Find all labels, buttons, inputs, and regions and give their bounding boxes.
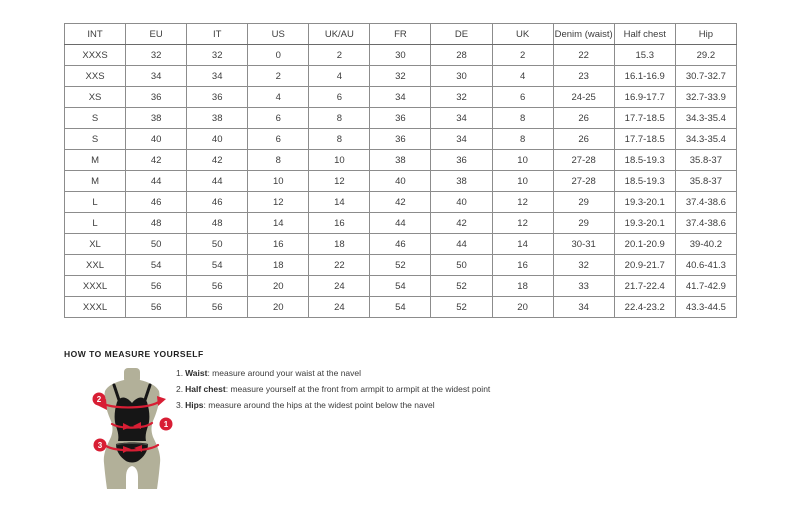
table-cell: 2: [492, 45, 553, 66]
table-cell: 30.7-32.7: [675, 66, 736, 87]
table-cell: 2: [248, 66, 309, 87]
table-cell: 22.4-23.2: [614, 297, 675, 318]
table-cell: 30: [431, 66, 492, 87]
table-cell: 36: [370, 129, 431, 150]
table-cell: 50: [126, 234, 187, 255]
table-cell: 22: [309, 255, 370, 276]
table-cell: 46: [187, 192, 248, 213]
table-cell: 34.3-35.4: [675, 129, 736, 150]
table-cell: 34: [370, 87, 431, 108]
badge-half-chest-number: 2: [96, 395, 102, 404]
table-row: [65, 45, 737, 66]
table-row: [65, 234, 737, 255]
measure-step-waist: [176, 369, 490, 378]
table-cell: 34: [553, 297, 614, 318]
table-cell: XXXL: [65, 276, 126, 297]
size-chart-table: [64, 23, 737, 318]
table-cell: 10: [492, 171, 553, 192]
column-header: Half chest: [614, 24, 675, 45]
badge-waist-number: 1: [163, 420, 169, 429]
table-cell: 0: [248, 45, 309, 66]
table-cell: 14: [248, 213, 309, 234]
table-cell: 18: [248, 255, 309, 276]
table-cell: 34: [126, 66, 187, 87]
column-header: INT: [65, 24, 126, 45]
table-cell: S: [65, 129, 126, 150]
table-cell: 28: [431, 45, 492, 66]
size-chart-header: [65, 24, 737, 45]
step-text: : measure around your waist at the navel: [207, 368, 362, 378]
column-header: IT: [187, 24, 248, 45]
table-cell: 8: [492, 108, 553, 129]
table-cell: 17.7-18.5: [614, 108, 675, 129]
table-cell: 54: [126, 255, 187, 276]
table-cell: 48: [126, 213, 187, 234]
table-cell: 54: [187, 255, 248, 276]
table-cell: 23: [553, 66, 614, 87]
table-cell: 38: [126, 108, 187, 129]
table-cell: 44: [126, 171, 187, 192]
table-cell: XXXL: [65, 297, 126, 318]
table-cell: XXS: [65, 66, 126, 87]
table-cell: 46: [370, 234, 431, 255]
table-cell: 52: [370, 255, 431, 276]
table-row: [65, 129, 737, 150]
table-cell: 20.9-21.7: [614, 255, 675, 276]
step-text: : measure around the hips at the widest point below the navel: [203, 400, 435, 410]
step-label: Half chest: [185, 384, 226, 394]
column-header: Denim (waist): [553, 24, 614, 45]
table-cell: 8: [309, 108, 370, 129]
table-cell: 33: [553, 276, 614, 297]
table-cell: 32: [431, 87, 492, 108]
table-cell: 38: [431, 171, 492, 192]
table-cell: 43.3-44.5: [675, 297, 736, 318]
table-cell: 34: [431, 129, 492, 150]
table-cell: 4: [492, 66, 553, 87]
table-cell: 37.4-38.6: [675, 213, 736, 234]
table-cell: 42: [431, 213, 492, 234]
table-cell: 36: [431, 150, 492, 171]
step-text: : measure yourself at the front from armpit to armpit at the widest point: [225, 384, 491, 394]
table-cell: 39-40.2: [675, 234, 736, 255]
table-cell: 12: [492, 192, 553, 213]
table-cell: 12: [248, 192, 309, 213]
table-cell: 6: [492, 87, 553, 108]
table-cell: 10: [492, 150, 553, 171]
table-cell: 24: [309, 276, 370, 297]
table-row: [65, 66, 737, 87]
table-cell: 24: [309, 297, 370, 318]
table-cell: 20: [248, 276, 309, 297]
table-cell: 17.7-18.5: [614, 129, 675, 150]
table-cell: L: [65, 213, 126, 234]
table-cell: 16: [248, 234, 309, 255]
table-cell: 16.1-16.9: [614, 66, 675, 87]
measure-step-hips: [176, 401, 490, 410]
table-cell: 21.7-22.4: [614, 276, 675, 297]
column-header: Hip: [675, 24, 736, 45]
table-cell: XL: [65, 234, 126, 255]
table-cell: XXXS: [65, 45, 126, 66]
table-cell: 18.5-19.3: [614, 171, 675, 192]
table-cell: 14: [309, 192, 370, 213]
table-cell: S: [65, 108, 126, 129]
table-cell: 37.4-38.6: [675, 192, 736, 213]
table-cell: 8: [248, 150, 309, 171]
step-label: Hips: [185, 400, 204, 410]
column-header: EU: [126, 24, 187, 45]
table-cell: 50: [431, 255, 492, 276]
table-cell: 27-28: [553, 150, 614, 171]
table-cell: 48: [187, 213, 248, 234]
table-cell: 16.9-17.7: [614, 87, 675, 108]
table-cell: 6: [309, 87, 370, 108]
table-cell: 19.3-20.1: [614, 213, 675, 234]
table-cell: 4: [309, 66, 370, 87]
table-cell: M: [65, 150, 126, 171]
column-header: US: [248, 24, 309, 45]
table-cell: 56: [187, 276, 248, 297]
table-cell: L: [65, 192, 126, 213]
column-header: UK/AU: [309, 24, 370, 45]
table-cell: 26: [553, 129, 614, 150]
table-cell: XXL: [65, 255, 126, 276]
column-header: UK: [492, 24, 553, 45]
table-cell: 16: [492, 255, 553, 276]
column-header: DE: [431, 24, 492, 45]
table-cell: 50: [187, 234, 248, 255]
table-cell: 18.5-19.3: [614, 150, 675, 171]
table-row: [65, 150, 737, 171]
table-row: [65, 87, 737, 108]
table-cell: 27-28: [553, 171, 614, 192]
step-label: Waist: [185, 368, 208, 378]
header-row: [65, 24, 737, 45]
table-cell: 18: [309, 234, 370, 255]
table-cell: 56: [126, 297, 187, 318]
table-cell: 20.1-20.9: [614, 234, 675, 255]
size-chart-body: [65, 45, 737, 318]
table-cell: 29.2: [675, 45, 736, 66]
table-cell: 38: [187, 108, 248, 129]
table-cell: 10: [248, 171, 309, 192]
table-cell: 44: [370, 213, 431, 234]
table-row: [65, 171, 737, 192]
table-cell: 22: [553, 45, 614, 66]
table-cell: 36: [370, 108, 431, 129]
table-cell: M: [65, 171, 126, 192]
table-cell: 34: [187, 66, 248, 87]
table-cell: 42: [370, 192, 431, 213]
table-cell: 18: [492, 276, 553, 297]
table-cell: 54: [370, 297, 431, 318]
table-cell: 42: [126, 150, 187, 171]
badge-hips-number: 3: [97, 441, 103, 450]
step-number: 3.: [176, 400, 184, 410]
table-row: [65, 297, 737, 318]
table-cell: 32.7-33.9: [675, 87, 736, 108]
table-cell: 52: [431, 297, 492, 318]
table-cell: 40: [187, 129, 248, 150]
table-cell: 8: [309, 129, 370, 150]
measure-step-half-chest: [176, 385, 490, 394]
table-cell: 56: [187, 297, 248, 318]
table-cell: 30: [370, 45, 431, 66]
table-cell: 35.8-37: [675, 150, 736, 171]
table-cell: 6: [248, 108, 309, 129]
measure-section-title: HOW TO MEASURE YOURSELF: [64, 349, 204, 359]
table-row: [65, 276, 737, 297]
table-cell: 40: [370, 171, 431, 192]
table-cell: 29: [553, 192, 614, 213]
table-cell: XS: [65, 87, 126, 108]
table-cell: 46: [126, 192, 187, 213]
column-header: FR: [370, 24, 431, 45]
step-number: 1.: [176, 368, 184, 378]
table-cell: 20: [492, 297, 553, 318]
table-row: [65, 213, 737, 234]
table-cell: 35.8-37: [675, 171, 736, 192]
measure-steps-list: [176, 369, 490, 417]
table-cell: 14: [492, 234, 553, 255]
table-cell: 4: [248, 87, 309, 108]
table-cell: 32: [370, 66, 431, 87]
table-cell: 52: [431, 276, 492, 297]
table-cell: 26: [553, 108, 614, 129]
table-row: [65, 192, 737, 213]
table-cell: 38: [370, 150, 431, 171]
table-row: [65, 108, 737, 129]
table-cell: 56: [126, 276, 187, 297]
table-cell: 32: [553, 255, 614, 276]
table-cell: 36: [187, 87, 248, 108]
table-cell: 40: [126, 129, 187, 150]
table-cell: 34.3-35.4: [675, 108, 736, 129]
table-cell: 44: [431, 234, 492, 255]
table-cell: 12: [492, 213, 553, 234]
table-cell: 8: [492, 129, 553, 150]
table-cell: 36: [126, 87, 187, 108]
table-cell: 20: [248, 297, 309, 318]
table-cell: 10: [309, 150, 370, 171]
table-cell: 16: [309, 213, 370, 234]
table-cell: 2: [309, 45, 370, 66]
table-cell: 41.7-42.9: [675, 276, 736, 297]
table-cell: 42: [187, 150, 248, 171]
table-cell: 44: [187, 171, 248, 192]
step-number: 2.: [176, 384, 184, 394]
table-cell: 40.6-41.3: [675, 255, 736, 276]
table-cell: 40: [431, 192, 492, 213]
table-cell: 15.3: [614, 45, 675, 66]
table-cell: 24-25: [553, 87, 614, 108]
table-cell: 29: [553, 213, 614, 234]
table-cell: 19.3-20.1: [614, 192, 675, 213]
table-cell: 12: [309, 171, 370, 192]
table-cell: 30-31: [553, 234, 614, 255]
table-cell: 32: [187, 45, 248, 66]
table-row: [65, 255, 737, 276]
table-cell: 32: [126, 45, 187, 66]
table-cell: 6: [248, 129, 309, 150]
table-cell: 54: [370, 276, 431, 297]
table-cell: 34: [431, 108, 492, 129]
